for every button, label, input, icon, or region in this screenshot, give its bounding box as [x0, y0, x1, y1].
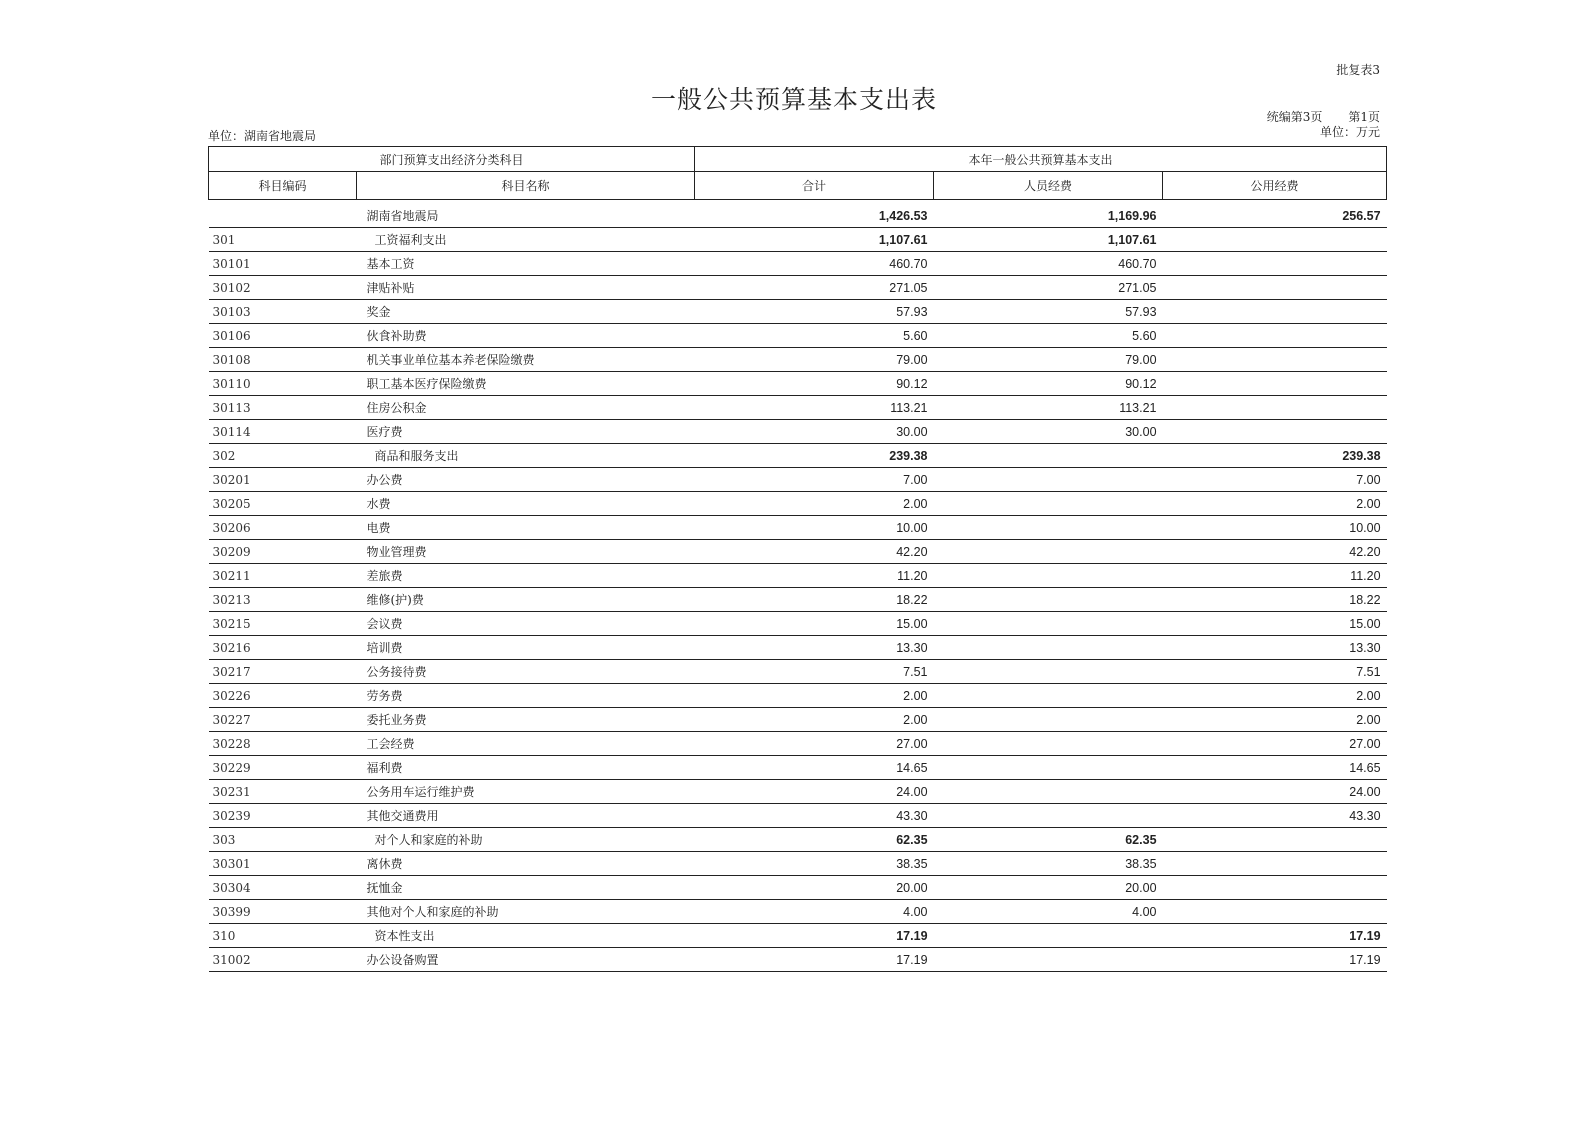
- cell-personnel-expense: [934, 564, 1163, 588]
- cell-total: 10.00: [695, 516, 934, 540]
- table-row: [209, 804, 1387, 828]
- cell-subject-name: 物业管理费: [357, 540, 695, 564]
- cell-total: 460.70: [695, 252, 934, 276]
- table-row: [209, 828, 1387, 852]
- cell-public-expense: 7.00: [1163, 468, 1387, 492]
- cell-total: 24.00: [695, 780, 934, 804]
- cell-personnel-expense: [934, 924, 1163, 948]
- table-row: [209, 612, 1387, 636]
- cell-subject-name: 资本性支出: [357, 924, 695, 948]
- cell-subject-code: 30216: [209, 636, 357, 660]
- cell-personnel-expense: [934, 540, 1163, 564]
- cell-public-expense: 10.00: [1163, 516, 1387, 540]
- cell-subject-name: 其他对个人和家庭的补助: [357, 900, 695, 924]
- cell-personnel-expense: 1,107.61: [934, 228, 1163, 252]
- cell-personnel-expense: 4.00: [934, 900, 1163, 924]
- cell-public-expense: 2.00: [1163, 684, 1387, 708]
- cell-subject-name: 离休费: [357, 852, 695, 876]
- cell-subject-name: 公务接待费: [357, 660, 695, 684]
- cell-subject-code: 30213: [209, 588, 357, 612]
- table-row: [209, 852, 1387, 876]
- table-header: [209, 147, 1387, 200]
- cell-personnel-expense: 20.00: [934, 876, 1163, 900]
- cell-personnel-expense: 38.35: [934, 852, 1163, 876]
- cell-subject-name: 维修(护)费: [357, 588, 695, 612]
- cell-subject-name: 其他交通费用: [357, 804, 695, 828]
- cell-subject-name: 办公设备购置: [357, 948, 695, 972]
- header-subject-name: 科目名称: [357, 172, 695, 200]
- cell-subject-code: 30301: [209, 852, 357, 876]
- cell-subject-code: 30399: [209, 900, 357, 924]
- cell-subject-name: 水费: [357, 492, 695, 516]
- cell-public-expense: 17.19: [1163, 924, 1387, 948]
- cell-public-expense: [1163, 324, 1387, 348]
- cell-subject-name: 职工基本医疗保险缴费: [357, 372, 695, 396]
- cell-subject-name: 劳务费: [357, 684, 695, 708]
- cell-subject-code: 30231: [209, 780, 357, 804]
- page-total-label: 统编第3页: [1266, 110, 1323, 124]
- page-number-label: 第1页: [1348, 110, 1380, 124]
- cell-subject-name: 会议费: [357, 612, 695, 636]
- table-row: [209, 492, 1387, 516]
- header-subject-code: 科目编码: [209, 172, 357, 200]
- cell-public-expense: 239.38: [1163, 444, 1387, 468]
- header-personnel-expense: 人员经费: [934, 172, 1163, 200]
- table-row: [209, 684, 1387, 708]
- cell-subject-name: 差旅费: [357, 564, 695, 588]
- cell-total: 1,107.61: [695, 228, 934, 252]
- cell-personnel-expense: 57.93: [934, 300, 1163, 324]
- cell-total: 27.00: [695, 732, 934, 756]
- cell-subject-name: 培训费: [357, 636, 695, 660]
- table-row: [209, 876, 1387, 900]
- cell-subject-name: 公务用车运行维护费: [357, 780, 695, 804]
- table-row: [209, 516, 1387, 540]
- cell-subject-code: 30209: [209, 540, 357, 564]
- cell-total: 2.00: [695, 492, 934, 516]
- cell-public-expense: 17.19: [1163, 948, 1387, 972]
- table-row: [209, 948, 1387, 972]
- cell-total: 4.00: [695, 900, 934, 924]
- form-number-tag: 批复表3: [1336, 63, 1380, 77]
- table-row: [209, 900, 1387, 924]
- table-row: [209, 588, 1387, 612]
- cell-total: 17.19: [695, 948, 934, 972]
- cell-personnel-expense: [934, 492, 1163, 516]
- cell-subject-code: 30206: [209, 516, 357, 540]
- cell-subject-code: 30110: [209, 372, 357, 396]
- cell-subject-name: 委托业务费: [357, 708, 695, 732]
- budget-table: [208, 146, 1387, 972]
- cell-subject-name: 基本工资: [357, 252, 695, 276]
- cell-personnel-expense: 5.60: [934, 324, 1163, 348]
- cell-subject-name: 奖金: [357, 300, 695, 324]
- cell-personnel-expense: [934, 588, 1163, 612]
- cell-personnel-expense: 62.35: [934, 828, 1163, 852]
- cell-total: 113.21: [695, 396, 934, 420]
- cell-public-expense: [1163, 372, 1387, 396]
- cell-public-expense: 2.00: [1163, 492, 1387, 516]
- table-row: [209, 564, 1387, 588]
- cell-subject-name: 福利费: [357, 756, 695, 780]
- cell-subject-code: 30106: [209, 324, 357, 348]
- cell-total: 38.35: [695, 852, 934, 876]
- table-row: [209, 660, 1387, 684]
- cell-total: 18.22: [695, 588, 934, 612]
- cell-public-expense: 256.57: [1163, 204, 1387, 228]
- table-row: [209, 924, 1387, 948]
- cell-public-expense: [1163, 228, 1387, 252]
- page-title: 一般公共预算基本支出表: [650, 85, 937, 114]
- table-row: [209, 372, 1387, 396]
- cell-subject-name: 电费: [357, 516, 695, 540]
- cell-total: 11.20: [695, 564, 934, 588]
- cell-personnel-expense: 460.70: [934, 252, 1163, 276]
- cell-personnel-expense: [934, 684, 1163, 708]
- cell-total: 42.20: [695, 540, 934, 564]
- cell-subject-code: 303: [209, 828, 357, 852]
- table-row: [209, 204, 1387, 228]
- cell-subject-code: 30217: [209, 660, 357, 684]
- cell-personnel-expense: [934, 756, 1163, 780]
- cell-subject-code: 30201: [209, 468, 357, 492]
- table-row: [209, 636, 1387, 660]
- cell-personnel-expense: [934, 660, 1163, 684]
- table-row: [209, 228, 1387, 252]
- cell-total: 57.93: [695, 300, 934, 324]
- cell-total: 20.00: [695, 876, 934, 900]
- cell-public-expense: [1163, 420, 1387, 444]
- cell-personnel-expense: [934, 444, 1163, 468]
- table-row: [209, 732, 1387, 756]
- cell-total: 62.35: [695, 828, 934, 852]
- cell-subject-code: 30108: [209, 348, 357, 372]
- cell-total: 7.00: [695, 468, 934, 492]
- table-row: [209, 324, 1387, 348]
- cell-personnel-expense: [934, 948, 1163, 972]
- cell-subject-name: 工会经费: [357, 732, 695, 756]
- cell-public-expense: 27.00: [1163, 732, 1387, 756]
- org-unit-label: 单位：湖南省地震局: [208, 129, 317, 143]
- cell-personnel-expense: [934, 732, 1163, 756]
- cell-subject-code: 301: [209, 228, 357, 252]
- cell-subject-name: 津贴补贴: [357, 276, 695, 300]
- cell-subject-code: 30113: [209, 396, 357, 420]
- table-row: [209, 708, 1387, 732]
- cell-public-expense: [1163, 348, 1387, 372]
- cell-subject-code: 30215: [209, 612, 357, 636]
- cell-personnel-expense: [934, 780, 1163, 804]
- cell-subject-code: 30205: [209, 492, 357, 516]
- cell-subject-code: [209, 204, 357, 228]
- cell-subject-name: 机关事业单位基本养老保险缴费: [357, 348, 695, 372]
- cell-subject-code: 30102: [209, 276, 357, 300]
- cell-personnel-expense: [934, 804, 1163, 828]
- cell-subject-name: 对个人和家庭的补助: [357, 828, 695, 852]
- cell-subject-code: 30227: [209, 708, 357, 732]
- table-row: [209, 276, 1387, 300]
- cell-personnel-expense: 79.00: [934, 348, 1163, 372]
- table-body: [209, 200, 1387, 972]
- cell-subject-code: 30304: [209, 876, 357, 900]
- cell-total: 43.30: [695, 804, 934, 828]
- currency-unit-label: 单位：万元: [1319, 125, 1380, 139]
- cell-personnel-expense: 30.00: [934, 420, 1163, 444]
- table-row: [209, 540, 1387, 564]
- table-row: [209, 468, 1387, 492]
- table-row: [209, 300, 1387, 324]
- cell-public-expense: 7.51: [1163, 660, 1387, 684]
- table-row: [209, 780, 1387, 804]
- cell-total: 79.00: [695, 348, 934, 372]
- cell-subject-code: 30228: [209, 732, 357, 756]
- cell-personnel-expense: [934, 468, 1163, 492]
- cell-subject-name: 医疗费: [357, 420, 695, 444]
- cell-subject-code: 30101: [209, 252, 357, 276]
- cell-public-expense: [1163, 876, 1387, 900]
- cell-public-expense: 43.30: [1163, 804, 1387, 828]
- cell-subject-code: 30229: [209, 756, 357, 780]
- cell-total: 5.60: [695, 324, 934, 348]
- cell-personnel-expense: 113.21: [934, 396, 1163, 420]
- cell-subject-name: 抚恤金: [357, 876, 695, 900]
- cell-public-expense: [1163, 252, 1387, 276]
- cell-personnel-expense: 1,169.96: [934, 204, 1163, 228]
- cell-subject-name: 商品和服务支出: [357, 444, 695, 468]
- cell-public-expense: 24.00: [1163, 780, 1387, 804]
- cell-total: 2.00: [695, 708, 934, 732]
- header-group-economic-classification: 部门预算支出经济分类科目: [209, 147, 695, 172]
- cell-subject-code: 30211: [209, 564, 357, 588]
- table-row: [209, 444, 1387, 468]
- cell-public-expense: 14.65: [1163, 756, 1387, 780]
- cell-public-expense: 42.20: [1163, 540, 1387, 564]
- table-row: [209, 348, 1387, 372]
- cell-public-expense: 15.00: [1163, 612, 1387, 636]
- cell-public-expense: [1163, 900, 1387, 924]
- cell-subject-code: 310: [209, 924, 357, 948]
- cell-total: 14.65: [695, 756, 934, 780]
- cell-public-expense: 2.00: [1163, 708, 1387, 732]
- cell-public-expense: [1163, 396, 1387, 420]
- cell-subject-name: 湖南省地震局: [357, 204, 695, 228]
- cell-personnel-expense: [934, 516, 1163, 540]
- cell-subject-code: 30114: [209, 420, 357, 444]
- cell-subject-code: 30226: [209, 684, 357, 708]
- table-row: [209, 420, 1387, 444]
- cell-personnel-expense: [934, 636, 1163, 660]
- cell-public-expense: [1163, 828, 1387, 852]
- cell-total: 7.51: [695, 660, 934, 684]
- cell-subject-name: 办公费: [357, 468, 695, 492]
- cell-subject-code: 30103: [209, 300, 357, 324]
- cell-total: 271.05: [695, 276, 934, 300]
- cell-personnel-expense: 90.12: [934, 372, 1163, 396]
- cell-subject-code: 31002: [209, 948, 357, 972]
- cell-subject-name: 伙食补助费: [357, 324, 695, 348]
- cell-subject-name: 工资福利支出: [357, 228, 695, 252]
- cell-total: 15.00: [695, 612, 934, 636]
- cell-total: 13.30: [695, 636, 934, 660]
- cell-subject-code: 30239: [209, 804, 357, 828]
- table-row: [209, 396, 1387, 420]
- cell-subject-code: 302: [209, 444, 357, 468]
- cell-subject-name: 住房公积金: [357, 396, 695, 420]
- header-group-basic-expenditure: 本年一般公共预算基本支出: [695, 147, 1387, 172]
- cell-public-expense: [1163, 276, 1387, 300]
- cell-total: 90.12: [695, 372, 934, 396]
- table-row: [209, 252, 1387, 276]
- cell-total: 239.38: [695, 444, 934, 468]
- cell-public-expense: [1163, 300, 1387, 324]
- cell-total: 1,426.53: [695, 204, 934, 228]
- cell-public-expense: 18.22: [1163, 588, 1387, 612]
- cell-total: 17.19: [695, 924, 934, 948]
- header-total: 合计: [695, 172, 934, 200]
- cell-personnel-expense: [934, 708, 1163, 732]
- cell-public-expense: [1163, 852, 1387, 876]
- cell-personnel-expense: 271.05: [934, 276, 1163, 300]
- header-public-expense: 公用经费: [1163, 172, 1387, 200]
- cell-public-expense: 13.30: [1163, 636, 1387, 660]
- cell-public-expense: 11.20: [1163, 564, 1387, 588]
- cell-personnel-expense: [934, 612, 1163, 636]
- cell-total: 2.00: [695, 684, 934, 708]
- cell-total: 30.00: [695, 420, 934, 444]
- table-row: [209, 756, 1387, 780]
